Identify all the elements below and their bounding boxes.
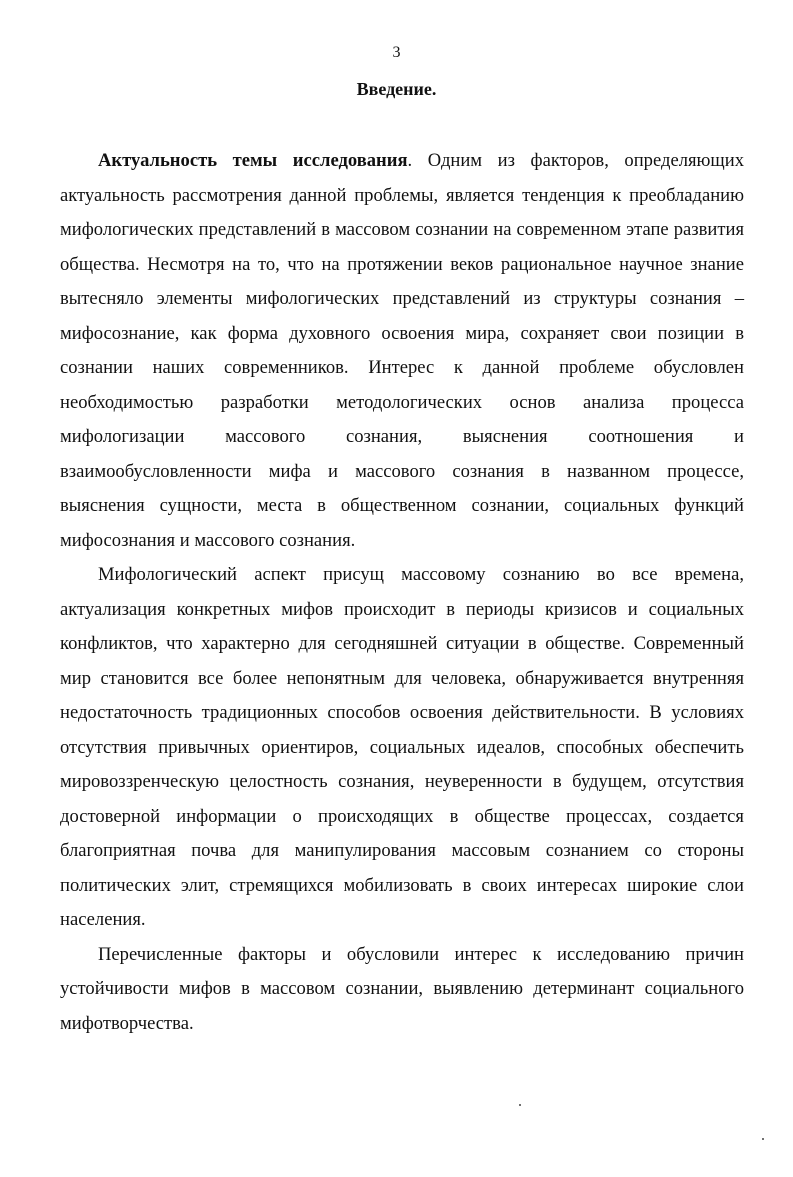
scan-speck: [762, 1138, 764, 1140]
paragraph-mythological-aspect: [60, 558, 744, 938]
paragraph-factors: [60, 938, 744, 1042]
paragraph-text: Мифологический аспект присущ массовому сознанию во все времена, актуализация конкретных мифов происходит в периоды кризисов и социальных конфликтов, что характерно для сегодняшней ситуации в обществе. Современный мир становится все более непонятным для человека, обнаруживается внутренняя недостаточность традиционных способов освоения действительности. В условиях отсутствия привычных ориентиров, социальных идеалов, способных обеспечить мировоззренческую целостность сознания, неуверенности в будущем, отсутствия достоверной информации о происходящих в обществе процессах, создается благоприятная почва для манипулирования массовым сознанием со стороны политических элит, стремящихся мобилизовать в своих интересах широкие слои населения.: [60, 564, 744, 930]
section-title: Введение.: [356, 79, 437, 99]
paragraph-text: Перечисленные факторы и обусловили интерес к исследованию причин устойчивости мифов в массовом сознании, выявлению детерминант социального мифотворчества.: [60, 943, 744, 1034]
paragraph-lead: Актуальность темы исследования: [98, 150, 408, 171]
paragraph-relevance: [60, 144, 744, 558]
scan-speck: [519, 1104, 521, 1106]
body-text: [60, 144, 744, 1041]
page-number: 3: [392, 44, 401, 61]
paragraph-text: . Одним из факторов, определяющих актуальность рассмотрения данной проблемы, является тенденция к преобладанию мифологических представлений в массовом сознании на современном этапе развития общества. Несмотря на то, что на протяжении веков рациональное научное знание вытесняло элементы мифологических представлений из структуры сознания – мифосознание, как форма духовного освоения мира, сохраняет свои позиции в сознании наших современников. Интерес к данной проблеме обусловлен необходимостью разработки методологических основ анализа процесса мифологизации массового сознания, выяснения соотношения и взаимообусловленности мифа и массового сознания в названном процессе, выяснения сущности, места в общественном сознании, социальных функций мифосознания и массового сознания.: [60, 150, 744, 551]
